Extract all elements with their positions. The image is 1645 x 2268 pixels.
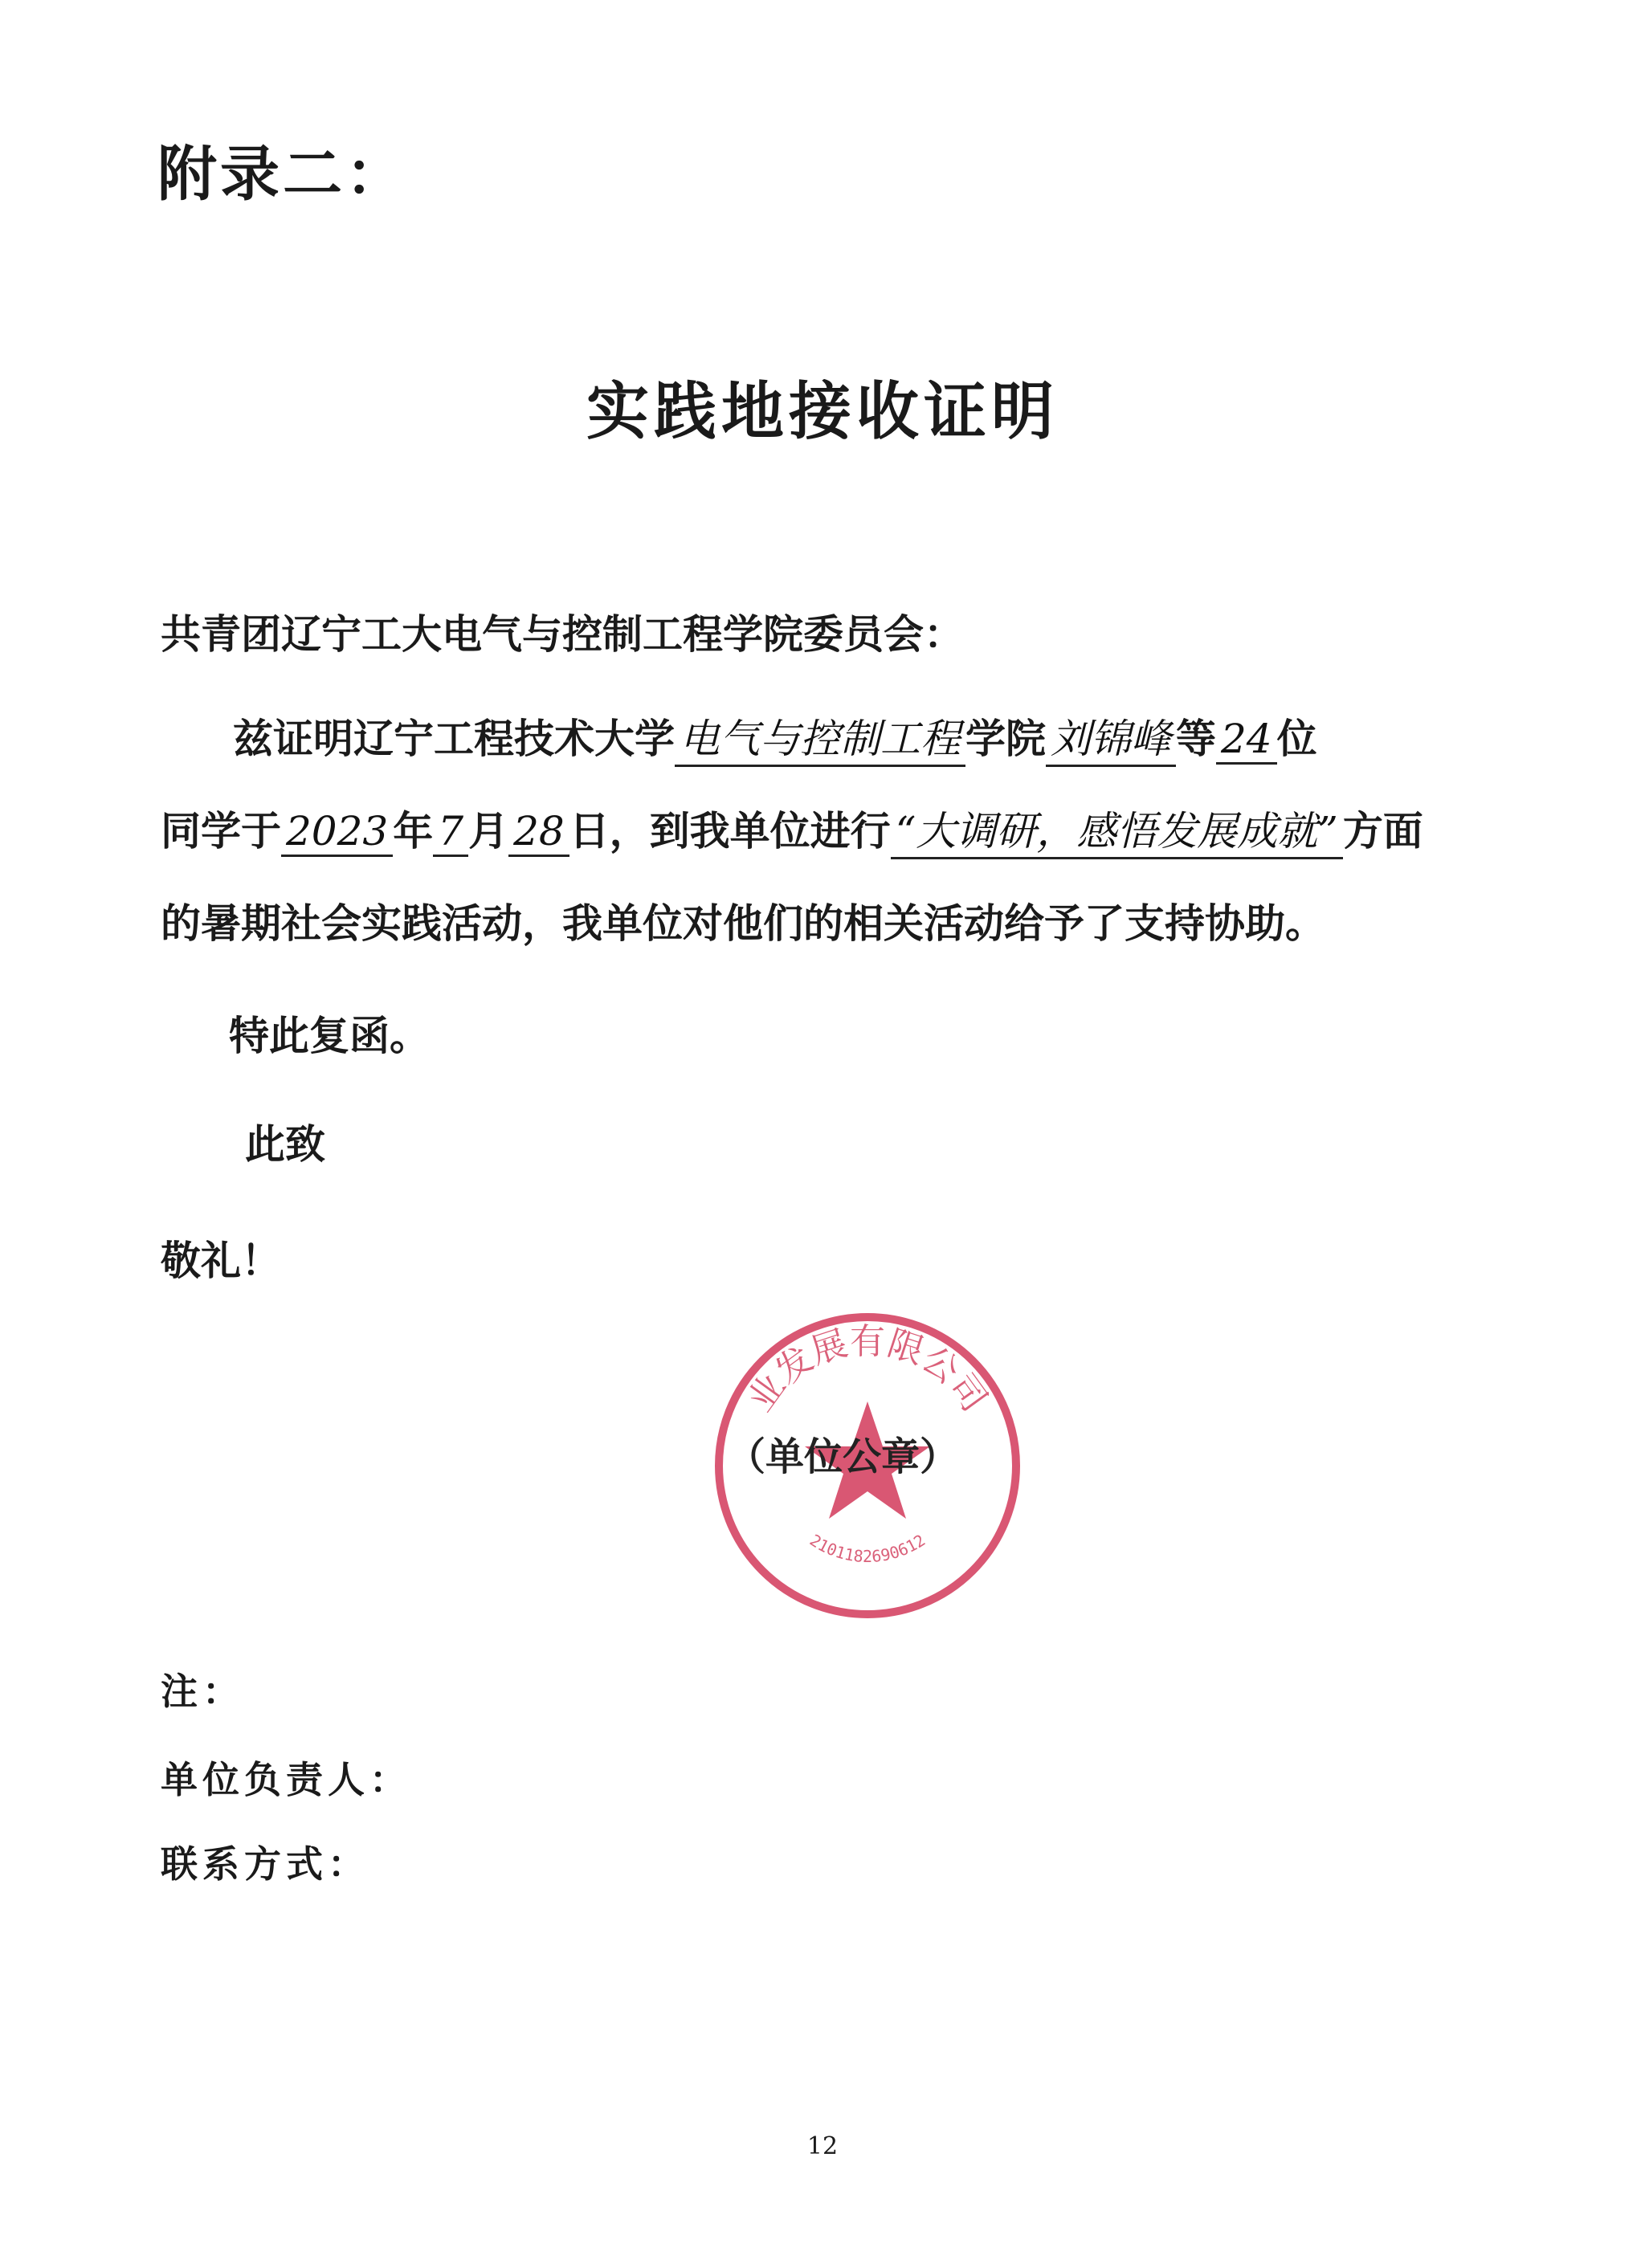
handwritten-year: 2023 xyxy=(281,808,393,857)
closing-regards: 敬礼！ xyxy=(161,1238,281,1284)
seal-label: （单位公章） xyxy=(727,1434,959,1479)
addressee: 共青团辽宁工大电气与控制工程学院委员会： xyxy=(161,611,964,658)
note-label: 注： xyxy=(161,1670,244,1713)
handwritten-topic: “大调研，感悟发展成就” xyxy=(891,799,1343,859)
handwritten-count: 24 xyxy=(1216,716,1277,765)
page-number: 12 xyxy=(806,2132,839,2160)
handwritten-college: 电气与控制工程 xyxy=(675,707,965,767)
closing-reply: 特此复函。 xyxy=(229,1013,430,1059)
body-line-2 xyxy=(161,799,1423,859)
seal-ring-text: 业发展有限公司 xyxy=(740,1321,995,1420)
closing-salutation: 此致 xyxy=(245,1121,325,1168)
handwritten-student-name: 刘锦峰 xyxy=(1046,707,1176,767)
body-text: 等 xyxy=(1176,716,1216,762)
body-line-3: 的暑期社会实践活动，我单位对他们的相关活动给予了支持协助。 xyxy=(161,900,1325,947)
body-line-1 xyxy=(233,707,1317,767)
body-text: 同学于 xyxy=(161,808,281,855)
body-text: 方面 xyxy=(1342,808,1423,855)
seal-number: 2101182690612 xyxy=(806,1530,929,1566)
contact-method-label: 联系方式： xyxy=(161,1842,369,1886)
body-text: 日，到我单位进行 xyxy=(569,808,891,855)
body-text: 年 xyxy=(393,808,434,855)
appendix-heading: 附录二： xyxy=(157,140,408,209)
body-text: 学院 xyxy=(965,716,1046,762)
body-text: 位 xyxy=(1276,716,1317,762)
body-text: 月 xyxy=(468,808,509,855)
handwritten-day: 28 xyxy=(508,808,569,857)
handwritten-month: 7 xyxy=(433,808,468,857)
document-title: 实践地接收证明 xyxy=(586,376,1059,448)
body-text: 兹证明辽宁工程技术大学 xyxy=(233,716,675,762)
contact-person-label: 单位负责人： xyxy=(161,1758,411,1801)
